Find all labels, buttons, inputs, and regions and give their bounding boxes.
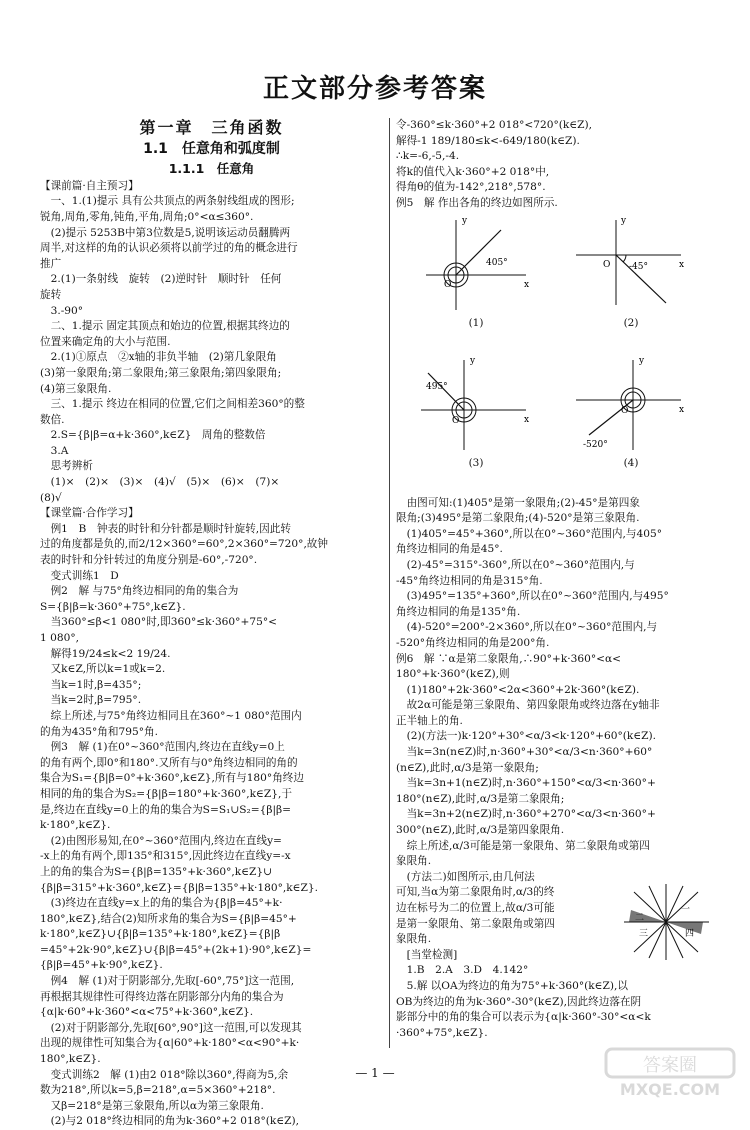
text-line: k·180°,k∈Z}. — [40, 819, 111, 832]
text-line: 数为218°,所以k=5,β=218°,α=5×360°+218°. — [40, 1084, 276, 1097]
text-line: 【课前篇·自主预习】 — [40, 179, 139, 192]
sector-diagram — [619, 882, 714, 962]
text-line: {α|k·60°+k·360°<α<75°+k·360°,k∈Z}. — [40, 1006, 254, 1019]
text-line: 边在标号为二的位置上,故α/3可能 — [396, 902, 555, 914]
text-line: 综上所述,α/3可能是第一象限角、第二象限角或第四 — [396, 839, 650, 852]
text-line: (8)√ — [40, 491, 62, 504]
caption-3: (3) — [468, 456, 484, 469]
text-line: (4)-520°=200°-2×360°,所以在0°~360°范围内,与 — [396, 621, 658, 634]
text-line: 再根据其规律性可得终边落在阴影部分内角的集合为 — [40, 990, 284, 1003]
svg-text:三: 三 — [639, 928, 649, 939]
text-line: 180°,k∈Z}. — [40, 1053, 101, 1066]
text-line: 180°,k∈Z},结合(2)知所求角的集合为S={β|β=45°+ — [40, 912, 297, 925]
text-line: 例4 解 (1)对于阴影部分,先取[-60°,75°]这一范围, — [40, 975, 295, 988]
text-line: 角终边相同的角是135°角. — [396, 605, 521, 618]
text-line: 是第一象限角、第二象限角或第四 — [396, 917, 555, 930]
left-column — [40, 118, 383, 1130]
text-line: 限角;(3)495°是第二象限角;(4)-520°是第三象限角. — [396, 512, 640, 525]
svg-text:y: y — [639, 355, 645, 366]
svg-text:一: 一 — [681, 904, 691, 915]
text-line: 的角有两个,即0°和180°.又所有与0°角终边相同的角的 — [40, 756, 298, 769]
text-line: 1 080°, — [40, 632, 79, 644]
text-line: (2)提示 5253B中第3位数是5,说明该运动员翻腾两 — [40, 226, 291, 239]
page-title: 正文部分参考答案 — [262, 74, 487, 104]
svg-text:二: 二 — [635, 912, 645, 923]
svg-text:x: x — [679, 404, 685, 415]
text-line: 得角θ的值为-142°,218°,578°. — [396, 181, 546, 194]
text-line: 角终边相同的角是45°. — [396, 543, 503, 556]
text-line: 解得-1 189/180≤k<-649/180(k∈Z). — [396, 134, 580, 147]
text-line: 当k=3n+2(n∈Z)时,n·360°+270°<α/3<n·360°+ — [396, 808, 656, 821]
text-line: 180°(n∈Z),此时,α/3是第二象限角; — [396, 792, 565, 805]
text-line: (2)-45°=315°-360°,所以在0°~360°范围内,与 — [396, 558, 635, 571]
left-body — [40, 179, 383, 1130]
text-line: 当k=1时,β=435°; — [40, 678, 142, 691]
text-line: 令-360°≤k·360°+2 018°<720°(k∈Z), — [396, 119, 593, 131]
text-line: 3.-90° — [40, 304, 84, 317]
diagram-4 — [571, 354, 691, 474]
text-line: 【课堂篇·合作学习】 — [40, 507, 139, 520]
text-line: [当堂检测] — [396, 948, 458, 961]
text-line: 例2 解 与75°角终边相同的角的集合为 — [40, 585, 239, 598]
text-line: 例6 解 ∵α是第二象限角,∴90°+k·360°<α< — [396, 652, 622, 665]
text-line: 2.S={β|β=α+k·360°,k∈Z} 周角的整数倍 — [40, 429, 266, 442]
section-heading: 1.1 任意角和弧度制 — [143, 140, 280, 157]
svg-text:答案圈: 答案圈 — [643, 1055, 697, 1076]
text-line: 变式训练1 D — [40, 569, 119, 582]
text-line: (3)终边在直线y=x上的角的集合为{β|β=45°+k· — [40, 897, 283, 910]
caption-4: (4) — [623, 456, 639, 469]
text-line: 由图可知:(1)405°是第一象限角;(2)-45°是第四象 — [396, 496, 640, 509]
text-line: 综上所述,与75°角终边相同且在360°~1 080°范围内 — [40, 709, 302, 722]
text-line: 象限角. — [396, 855, 432, 868]
text-line: 正半轴上的角. — [396, 714, 463, 727]
text-line: 的角为435°角和795°角. — [40, 725, 158, 738]
text-line: ·360°+75°,k∈Z}. — [396, 1026, 488, 1039]
text-line: 上的角的集合为S={β|β=135°+k·360°,k∈Z}∪ — [40, 865, 273, 878]
text-line: (2)由图形易知,在0°~360°范围内,终边在直线y= — [40, 834, 282, 847]
text-line: 又k∈Z,所以k=1或k=2. — [40, 663, 166, 676]
text-line: 旋转 — [40, 288, 62, 301]
text-line: 300°(n∈Z),此时,α/3是第四象限角. — [396, 824, 565, 837]
svg-text:O: O — [444, 279, 452, 290]
svg-text:x: x — [524, 414, 530, 425]
right-column — [396, 118, 720, 1041]
angle-label-minus520: -520° — [583, 439, 608, 450]
page-number: — 1 — — [355, 1066, 395, 1080]
text-line: OB为终边的角为k·360°-30°(k∈Z),因此终边落在阴 — [396, 995, 642, 1008]
text-line: 2.(1)一条射线 旋转 (2)逆时针 顺时针 任何 — [40, 273, 282, 286]
text-line: (2)与2 018°终边相同的角为k·360°+2 018°(k∈Z), — [40, 1115, 300, 1128]
watermark-logo — [600, 1045, 740, 1100]
text-line: 推广 — [40, 257, 62, 270]
text-line: 180°+k·360°(k∈Z),则 — [396, 668, 510, 681]
text-line: 集合为S₁={β|β=0°+k·360°,k∈Z},所有与180°角终边 — [40, 772, 304, 785]
svg-text:y: y — [621, 215, 627, 226]
y-label: y — [462, 215, 468, 226]
text-line: 3.A — [40, 444, 69, 457]
caption-1: (1) — [468, 316, 484, 329]
text-line: -45°角终边相同的角是315°角. — [396, 574, 543, 587]
text-line: (3)495°=135°+360°,所以在0°~360°范围内,与495° — [396, 590, 669, 603]
chapter-heading: 第一章 三角函数 — [139, 118, 284, 137]
text-line: 周半,对这样的角的认识必须将以前学过的角的概念进行 — [40, 242, 298, 255]
text-line: 思考辨析 — [40, 460, 93, 473]
diagram-1 — [416, 214, 536, 334]
text-line: -520°角终边相同的角是200°角. — [396, 636, 550, 649]
text-line: 出现的规律性可知集合为{α|60°+k·180°<α<90°+k· — [40, 1037, 300, 1050]
text-line: (1)180°+2k·360°<2α<360°+2k·360°(k∈Z). — [396, 683, 640, 696]
text-line: 又β=218°是第三象限角,所以α为第三象限角. — [40, 1099, 264, 1112]
svg-text:O: O — [621, 405, 629, 416]
right-top-text — [396, 118, 720, 212]
text-line: 锐角,周角,零角,钝角,平角,周角;0°<α≤360°. — [40, 210, 254, 223]
text-line: (1)× (2)× (3)× (4)√ (5)× (6)× (7)× — [40, 476, 280, 489]
text-line: 将k的值代入k·360°+2 018°中, — [396, 165, 550, 178]
text-line: 影部分中的角的集合可以表示为{α|k·360°-30°<α<k — [396, 1011, 651, 1024]
text-line: 是,终边在直线y=0上的角的集合为S=S₁∪S₂={β|β= — [40, 803, 292, 816]
text-line: 当k=3n(n∈Z)时,n·360°+30°<α/3<n·360°+60° — [396, 746, 653, 759]
text-line: 变式训练2 解 (1)由2 018°除以360°,得商为5,余 — [40, 1068, 289, 1081]
angle-diagrams — [396, 214, 720, 494]
text-line: 可知,当α为第二象限角时,α/3的终 — [396, 886, 555, 899]
diagram-2 — [571, 214, 691, 334]
text-line: k·180°,k∈Z}∪{β|β=135°+k·180°,k∈Z}={β|β — [40, 928, 281, 941]
diagram-3 — [416, 354, 536, 474]
text-line: 位置来确定角的大小与范围. — [40, 335, 171, 348]
svg-text:MXQE.COM: MXQE.COM — [619, 1080, 721, 1099]
text-line: 例3 解 (1)在0°~360°范围内,终边在直线y=0上 — [40, 741, 285, 754]
text-line: 相同的角的集合为S₂={β|β=180°+k·360°,k∈Z},于 — [40, 787, 292, 800]
text-line: 当360°≤β<1 080°时,即360°≤k·360°+75°< — [40, 616, 277, 629]
text-line: {β|β=315°+k·360°,k∈Z}={β|β=135°+k·180°,k∈Z}. — [40, 881, 318, 894]
text-line: {β|β=45°+k·90°,k∈Z}. — [40, 959, 163, 972]
svg-text:四: 四 — [685, 928, 695, 939]
subsection-heading: 1.1.1 任意角 — [168, 161, 255, 177]
text-line: (2)对于阴影部分,先取[60°,90°]这一范围,可以发现其 — [40, 1021, 302, 1034]
angle-label-minus45: -45° — [629, 261, 648, 272]
svg-text:x: x — [524, 279, 530, 290]
text-line: -x上的角有两个,即135°和315°,因此终边在直线y=-x — [40, 850, 291, 863]
text-line: 例1 B 钟表的时针和分针都是顺时针旋转,因此转 — [40, 522, 291, 535]
text-line: 1.B 2.A 3.D 4.142° — [396, 964, 529, 977]
text-line: (3)第一象限角;第二象限角;第三象限角;第四象限角; — [40, 366, 282, 379]
text-line: 象限角. — [396, 933, 432, 946]
caption-2: (2) — [623, 316, 639, 329]
text-line: =45°+2k·90°,k∈Z}∪{β|β=45°+(2k+1)·90°,k∈Z}= — [40, 943, 312, 956]
text-line: 2.(1)①原点 ②x轴的非负半轴 (2)第几象限角 — [40, 351, 277, 364]
text-line: 5.解 以OA为终边的角为75°+k·360°(k∈Z),以 — [396, 979, 628, 992]
svg-text:y: y — [470, 355, 476, 366]
angle-label-405: 405° — [486, 257, 508, 268]
svg-text:x: x — [679, 259, 685, 270]
text-line: 数倍. — [40, 413, 65, 426]
text-line: (n∈Z),此时,α/3是第一象限角; — [396, 761, 539, 774]
text-line: 当k=3n+1(n∈Z)时,n·360°+150°<α/3<n·360°+ — [396, 777, 656, 790]
text-line: (1)405°=45°+360°,所以在0°~360°范围内,与405° — [396, 527, 663, 540]
svg-text:O: O — [603, 259, 611, 270]
text-line: 解得19/24≤k<2 19/24. — [40, 647, 171, 660]
text-line: 例5 解 作出各角的终边如图所示. — [396, 196, 558, 209]
text-line: 故2α可能是第三象限角、第四象限角或终边落在y轴非 — [396, 699, 660, 712]
text-line: 二、1.提示 固定其顶点和始边的位置,根据其终边的 — [40, 320, 290, 333]
svg-text:O: O — [452, 415, 460, 426]
text-line: ∴k=-6,-5,-4. — [396, 150, 460, 163]
text-line: (方法二)如图所示,由几何法 — [396, 870, 535, 883]
column-divider — [389, 118, 390, 1048]
text-line: 三、1.提示 终边在相同的位置,它们之间相差360°的整 — [40, 398, 305, 411]
text-line: (4)第三象限角. — [40, 382, 112, 395]
angle-label-495: 495° — [426, 381, 448, 392]
text-line: 当k=2时,β=795°. — [40, 694, 142, 707]
text-line: (2)(方法一)k·120°+30°<α/3<k·120°+60°(k∈Z). — [396, 730, 657, 743]
text-line: 表的时针和分针转过的角度分别是-60°,-720°. — [40, 554, 258, 567]
text-line: S={β|β=k·360°+75°,k∈Z}. — [40, 600, 186, 613]
text-line: 过的角度都是负的,而2/12×360°=60°,2×360°=720°,故钟 — [40, 538, 328, 551]
text-line: 一、1.(1)提示 具有公共顶点的两条射线组成的图形; — [40, 195, 295, 208]
